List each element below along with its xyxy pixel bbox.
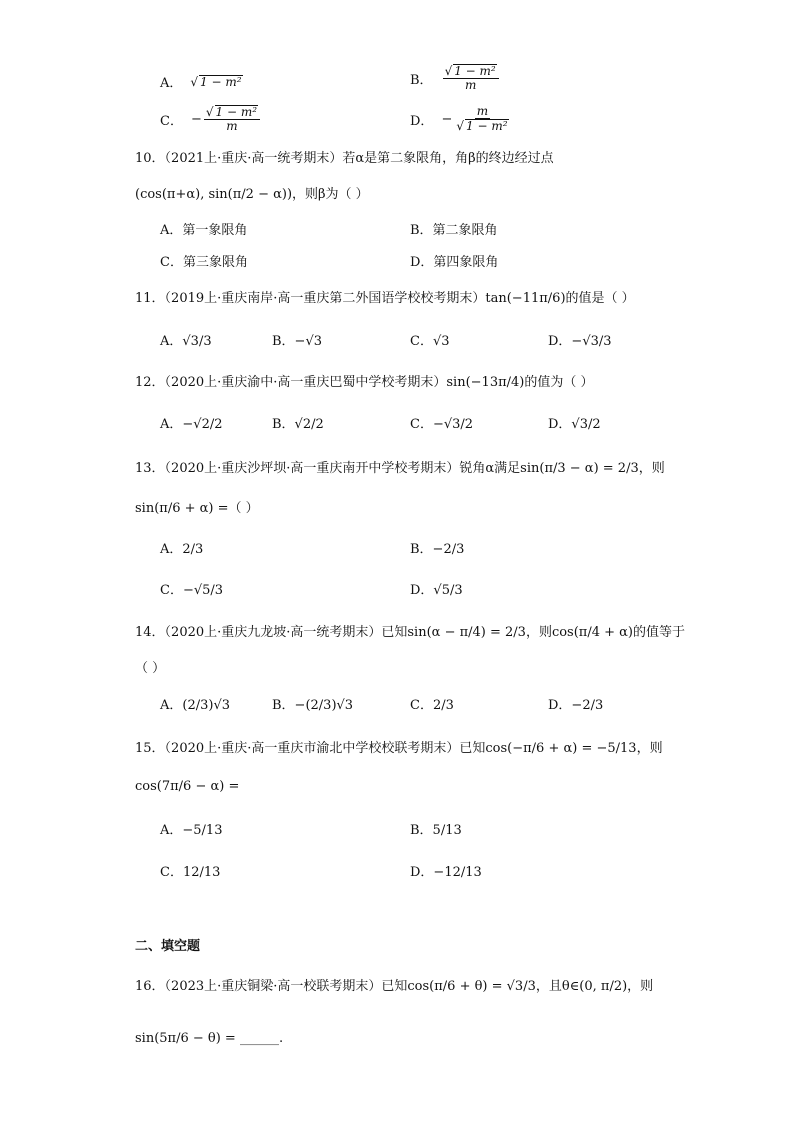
q11-option-c: C．√3 [410,334,450,349]
q10-option-c: C．第三象限角 [160,255,248,270]
q10-stem-line2: (cos(π+α), sin(π/2 − α))，则β为（ ） [135,187,369,202]
q10-option-d: D．第四象限角 [410,255,499,270]
q12-option-a: A．−√2/2 [160,417,223,432]
q11-option-d: D．−√3/3 [548,334,612,349]
q14-option-a: A．(2/3)√3 [160,698,231,713]
q11-option-b: B．−√3 [272,334,323,349]
q11-stem: 11．（2019上·重庆南岸·高一重庆第二外国语学校校考期末）tan(−11π/6)的值是（ ） [135,291,635,306]
q11-option-a: A．√3/3 [160,334,212,349]
q15-option-d: D．−12/13 [410,865,482,880]
q13-stem-line1: 13．（2020上·重庆沙坪坝·高一重庆南开中学校考期末）锐角α满足sin(π/3 − α) = 2/3，则 [135,461,665,476]
q10-stem-line1: 10．（2021上·重庆·高一统考期末）若α是第二象限角，角β的终边经过点 [135,151,554,166]
q12-stem: 12．（2020上·重庆渝中·高一重庆巴蜀中学校考期末）sin(−13π/4)的值为（ ） [135,375,594,390]
q9-option-c: C． − $\frac{\text{√ 1 − m²}}{m}$ [160,105,262,133]
q15-option-b: B．5/13 [410,823,462,838]
q12-option-d: D．√3/2 [548,417,601,432]
q15-option-c: C．12/13 [160,865,221,880]
q10-option-a: A．第一象限角 [160,223,248,238]
section-title-fill-in: 二、填空题 [135,939,201,954]
q14-option-d: D．−2/3 [548,698,604,713]
q13-option-b: B．−2/3 [410,542,465,557]
q13-option-c: C．−√5/3 [160,583,224,598]
q9-option-b: B． $\frac{\text{√ 1 − m²}}{m}$ [410,64,501,92]
q15-option-a: A．−5/13 [160,823,223,838]
q12-option-b: B．√2/2 [272,417,324,432]
q13-option-a: A．2/3 [160,542,204,557]
q15-stem-line1: 15．（2020上·重庆·高一重庆市渝北中学校校联考期末）已知cos(−π/6 + α) = −5/13，则 [135,741,663,756]
q15-stem-line2: cos(7π/6 − α) = [135,779,240,794]
q16-stem-line2: sin(5π/6 − θ) = ______. [135,1031,284,1046]
q9-option-d: D． − $\frac{m}{\text{√ 1 − m²}}$ [410,104,508,133]
q13-stem-line2: sin(π/6 + α) =（ ） [135,501,259,516]
q9-option-a: A． √ 1 − m² [160,74,242,91]
q13-option-d: D．√5/3 [410,583,463,598]
q12-option-c: C．−√3/2 [410,417,474,432]
q14-option-b: B．−(2/3)√3 [272,698,354,713]
q16-stem-line1: 16．（2023上·重庆铜梁·高一校联考期末）已知cos(π/6 + θ) = √3/3，且θ∈(0, π/2)，则 [135,979,654,994]
q14-stem-line1: 14．（2020上·重庆九龙坡·高一统考期末）已知sin(α − π/4) = 2/3，则cos(π/4 + α)的值等于 [135,625,685,640]
q14-stem-line2: （ ） [135,661,166,676]
q10-option-b: B．第二象限角 [410,223,498,238]
q14-option-c: C．2/3 [410,698,454,713]
